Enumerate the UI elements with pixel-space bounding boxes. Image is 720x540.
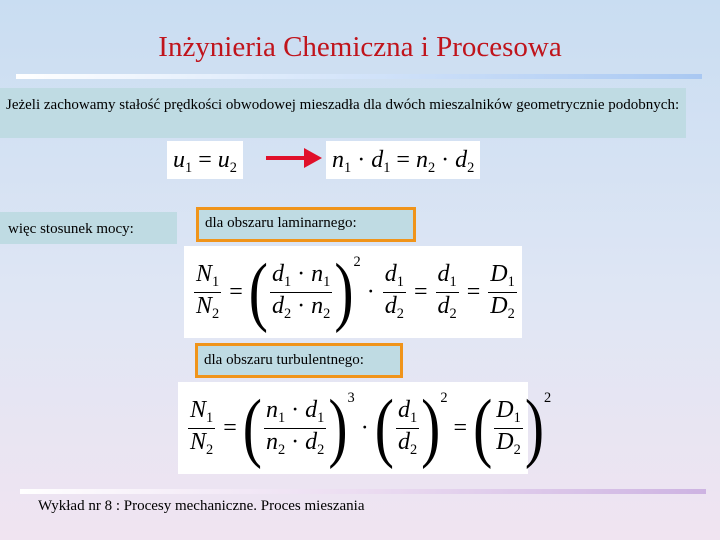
laminar-label: dla obszaru laminarnego: (196, 207, 416, 242)
intro-text: Jeżeli zachowamy stałość prędkości obwodowej mieszadła dla dwóch mieszalników geometrycznie podobnych: (0, 88, 686, 138)
title-underline (16, 74, 702, 79)
footer-text: Wykład nr 8 : Procesy mechaniczne. Proces mieszania (38, 498, 365, 514)
speed-diameter-formula: $n_1 \cdot d_1 = n_2 \cdot d_2$ (326, 141, 480, 179)
footer-divider (20, 489, 706, 494)
velocity-equality-formula: $u_1 = u_2$ (167, 141, 243, 179)
turbulent-power-formula: $\frac{N_1}{N_2}$ = ( $\frac{n_1 \cdot d_1}{n_2 \cdot d_2}$ ) 3 · ( $\frac{d_1}{d_2}$ ) 2 = ( $\frac{D_1}{D_2}$ ) 2 (178, 382, 528, 474)
turbulent-label: dla obszaru turbulentnego: (195, 343, 403, 378)
power-ratio-label: więc stosunek mocy: (0, 212, 177, 244)
implies-arrow-icon (264, 146, 324, 170)
laminar-power-formula: $\frac{N_1}{N_2}$ = ( $\frac{d_1 \cdot n_1}{d_2 \cdot n_2}$ ) 2 · $\frac{d_1}{d_2}$ = $\frac{d_1}{d_2}$ = $\frac{D_1}{D_2}$ (184, 246, 522, 338)
slide-title: Inżynieria Chemiczna i Procesowa (158, 31, 562, 63)
